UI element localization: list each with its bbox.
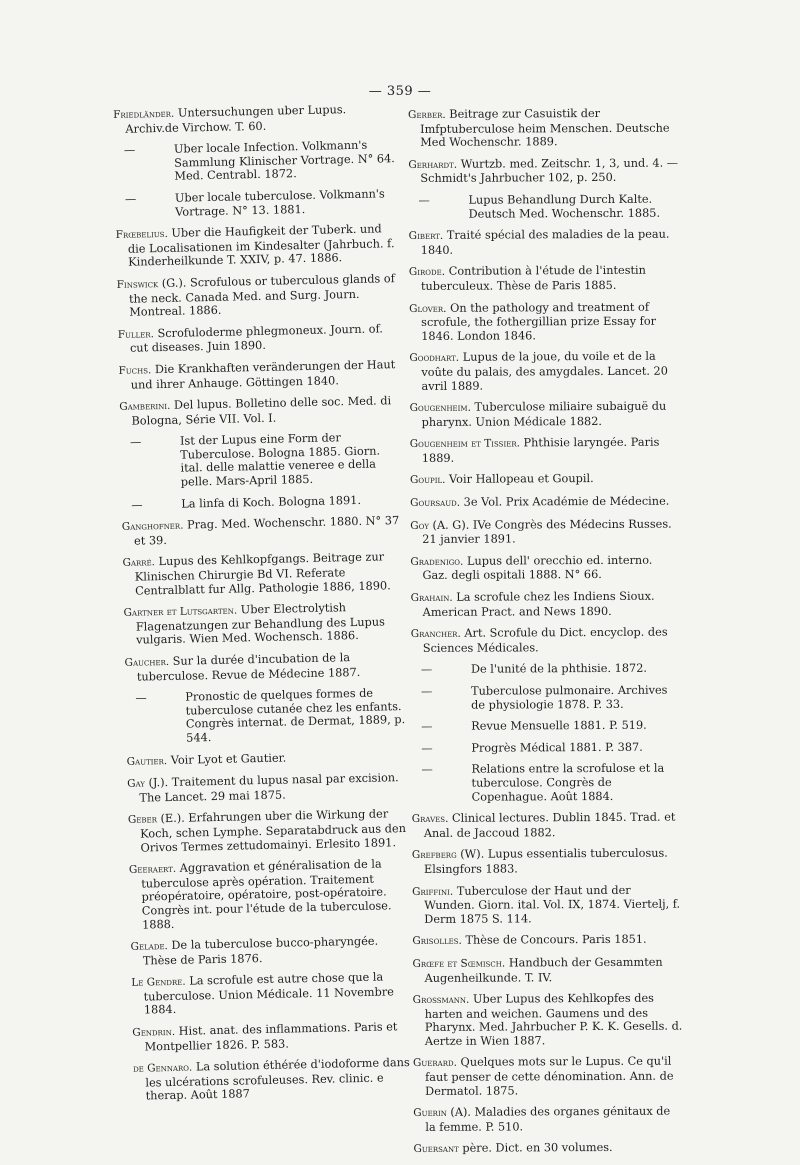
bibliography-entry (127, 771, 410, 805)
entry-author: Guerin (413, 1107, 447, 1120)
entry-author: Grœfe et Sœmisch. (412, 957, 506, 970)
bibliography-entry (410, 400, 680, 430)
bibliography-entry (129, 857, 412, 932)
entry-text: (A). Maladies des organes génitaux de la femme. P. 510. (425, 1104, 671, 1134)
bibliography-entry (409, 300, 679, 343)
entry-text: Wurtzb. med. Zeitschr. 1, 3, und. 4. — Schmidt's Jahrbucher 102, p. 250. (420, 156, 679, 186)
bibliography-entry (411, 626, 681, 656)
entry-author: Gendrin. (132, 1025, 176, 1039)
entry-text: Hist. anat. des inflammations. Paris et Montpellier 1826. P. 583. (144, 1020, 398, 1054)
bibliography-entry (410, 472, 680, 488)
entry-author: Gaucher. (124, 655, 170, 669)
bibliography-entry (410, 495, 680, 511)
bibliography-entry (410, 436, 680, 466)
bibliography-entry (413, 992, 683, 1049)
entry-text: Phthisie laryngée. Paris 1889. (421, 435, 660, 465)
entry-author: Ganghofner. (121, 519, 184, 534)
bibliography-entry (413, 1141, 683, 1157)
bibliography-sub-entry (411, 684, 681, 713)
bibliography-entry (412, 883, 682, 926)
entry-text: La solution éthérée d'iodoforme dans les ulcérations scrofuleuses. Rev. clinic. e therap. Août 1887 (145, 1056, 410, 1103)
entry-author: Fuller. (117, 327, 155, 341)
entry-dash: — (129, 435, 142, 449)
entry-text: Tuberculose miliaire subaiguë du pharynx. Union Médicale 1882. (421, 399, 667, 429)
bibliography-entry (412, 811, 682, 841)
entry-author: Friedländer. (113, 107, 175, 121)
entry-dash: — (418, 193, 430, 207)
entry-text: Progrès Médical 1881. P. 387. (471, 740, 643, 755)
bibliography-sub-entry (114, 138, 397, 185)
entry-text: Uber locale tuberculose. Volkmann's Vortrage. N° 13. 1881. (174, 187, 385, 219)
bibliography-entry (122, 514, 405, 548)
entry-dash: — (124, 192, 137, 206)
entry-author: Goupil. (409, 474, 446, 487)
entry-author: Gartner et Lutsgarten. (123, 604, 238, 620)
entry-author: Grossmann. (412, 993, 470, 1007)
bibliography-entry (132, 1020, 415, 1054)
entry-author: Girode. (408, 266, 446, 279)
bibliography-sub-entry (411, 740, 681, 755)
entry-text: Thèse de Concours. Paris 1851. (465, 933, 647, 948)
entry-author: Gougenheim. (409, 401, 471, 415)
entry-text: Quelques mots sur le Lupus. Ce qu'il faut penser de cette dénomination. Ann. de Dermatol. 1875. (425, 1055, 674, 1098)
left-column (113, 102, 416, 1112)
entry-text: (E.). Erfahrungen uber die Wirkung der Koch, schen Lymphe. Separatabdruck aus den Orivos Termes zettudomainyi. Erlesito 1891. (140, 807, 407, 855)
entry-text: Voir Lyot et Gautier. (170, 751, 287, 767)
entry-text: Uber Electrolytish Flagenatzungen zur Behandlung des Lupus vulgaris. Wien Med. Wochensch. 1886. (135, 601, 386, 648)
bibliography-sub-entry (125, 686, 408, 746)
bibliography-entry (131, 970, 414, 1018)
bibliography-entry (123, 600, 406, 648)
bibliography-entry (116, 222, 399, 270)
bibliography-entry (408, 107, 678, 150)
bibliography-entry (412, 933, 682, 949)
page-number: — 359 — (368, 84, 432, 99)
entry-dash: — (123, 143, 136, 157)
bibliography-entry (413, 1055, 683, 1098)
entry-dash: — (421, 763, 433, 777)
entry-author: Grisolles. (412, 935, 462, 948)
entry-text: (G.). Scrofulous or tuberculous glands of the neck. Canada Med. and Surg. Journ. Montreal. 1886. (128, 272, 395, 319)
entry-author: Goursaud. (410, 496, 461, 510)
bibliography-entry (408, 156, 678, 186)
entry-text: Uber Lupus des Kehlkopfes des harten and weichen. Gaumens und des Pharynx. Med. Jahrbucher P. K. K. Gesells. d. Aertze in Wien 1887. (424, 991, 683, 1048)
entry-dash: — (131, 498, 143, 512)
entry-text: Revue Mensuelle 1881. P. 519. (471, 718, 647, 733)
entry-text: Ist der Lupus eine Form der Tuberculose. Bologna 1885. Giorn. ital. delle malattie veneree e della pelle. Mars-April 1885. (179, 431, 381, 489)
entry-author: Grahain. (410, 591, 453, 605)
bibliography-entry (413, 1105, 683, 1135)
bibliography-entry (410, 553, 680, 583)
entry-text: (W). Lupus essentialis tuberculosus. Elsingfors 1883. (423, 846, 668, 876)
entry-author: Fuchs. (118, 364, 152, 377)
entry-text: Die Krankhaften veränderungen der Haut und ihrer Anhauge. Göttingen 1840. (130, 358, 396, 392)
bibliography-entry (124, 650, 407, 684)
entry-text: Uber locale Infection. Volkmann's Sammlung Klinischer Vortrage. N° 64. Med. Centrabl. 1872. (173, 138, 395, 184)
bibliography-entry (117, 272, 400, 320)
entry-text: Voir Hallopeau et Goupil. (449, 472, 594, 487)
entry-text: Art. Scrofule du Dict. encyclop. des Sciences Médicales. (422, 625, 668, 655)
entry-author: Guerard. (412, 1057, 457, 1070)
entry-author: Gerhardt. (408, 158, 458, 171)
entry-author: Gougenheim et Tissier. (409, 437, 520, 451)
bibliography-sub-entry (121, 493, 403, 512)
bibliography-entry (127, 749, 409, 769)
entry-text: Lupus de la joue, du voile et de la voûte du palais, des amygdales. Lancet. 20 avril 1889. (421, 350, 668, 393)
entry-text: La linfa di Koch. Bologna 1891. (181, 493, 362, 511)
bibliography-sub-entry (120, 430, 403, 490)
entry-author: Grancher. (410, 627, 461, 641)
entry-author: Gay (127, 777, 146, 791)
bibliography-entry (412, 955, 682, 985)
bibliography-entry (409, 228, 679, 258)
bibliography-entry (130, 934, 413, 968)
entry-author: Finswick (116, 278, 159, 291)
entry-text: Sur la durée d'incubation de la tuberculose. Revue de Médecine 1887. (136, 651, 361, 684)
entry-text: Lupus Behandlung Durch Kalte. Deutsch Med. Wochenschr. 1885. (468, 192, 661, 221)
bibliography-entry (113, 102, 396, 136)
bibliography-entry (128, 807, 411, 855)
bibliography-entry (119, 394, 402, 428)
entry-dash: — (135, 691, 147, 705)
entry-author: Graves. (411, 812, 449, 826)
entry-text: Pronostic de quelques formes de tuberculose cutanée chez les enfants. Congrès internat. de Dermat, 1889, p. 544. (185, 686, 406, 745)
bibliography-sub-entry (411, 762, 681, 804)
entry-author: Goodhart. (409, 352, 460, 365)
entry-author: Gibert. (408, 229, 444, 243)
bibliography-entry (411, 590, 681, 620)
entry-text: De l'unité de la phthisie. 1872. (470, 662, 648, 677)
entry-dash: — (420, 663, 433, 677)
entry-author: Gelade. (130, 940, 168, 953)
entry-dash: — (421, 720, 433, 734)
entry-text: Tuberculose pulmonaire. Archives de physiologie 1878. P. 33. (471, 683, 668, 712)
bibliography-entry (409, 350, 679, 393)
entry-text: Untersuchungen uber Lupus. Archiv.de Virchow. T. 60. (125, 103, 347, 136)
entry-author: Grefberg (411, 849, 457, 862)
entry-author: Frœbelius. (115, 228, 168, 242)
bibliography-sub-entry (411, 719, 681, 734)
entry-text: On the pathology and treatment of scrofule, the fothergillian prize Essay for 1846. London 1846. (421, 300, 657, 343)
entry-author: Gerber. (408, 108, 446, 121)
entry-author: Garré. (122, 556, 156, 570)
entry-dash: — (421, 741, 433, 755)
entry-text: père. Dict. en 30 volumes. (462, 1141, 613, 1156)
entry-author: de Gennaro. (133, 1061, 193, 1076)
entry-author: Goy (410, 519, 429, 532)
entry-text: Handbuch der Gesammten Augenheilkunde. T. IV. (424, 955, 663, 985)
entry-text: La scrofule chez les Indiens Sioux. American Pract. and News 1890. (422, 589, 655, 619)
entry-author: Griffini. (412, 885, 454, 898)
entry-text: Beitrage zur Casuistik der Imfptuberculose heim Menschen. Deutsche Med Wochenschr. 1889. (420, 106, 670, 150)
entry-text: Lupus des Kehlkopfgangs. Beitrage zur Klinischen Chirurgie Bd VI. Referate Centralblatt fur Allg. Pathologie 1886, 1890. (134, 550, 391, 598)
bibliography-entry (122, 550, 405, 598)
entry-text: (J.). Traitement du lupus nasal par excision. The Lancet. 29 mai 1875. (139, 771, 399, 805)
bibliography-sub-entry (115, 187, 398, 220)
entry-text: Traité spécial des maladies de la peau. 1840. (420, 227, 670, 257)
bibliography-entry (118, 322, 401, 356)
entry-text: 3e Vol. Prix Académie de Médecine. (463, 494, 670, 509)
entry-text: Relations entre la scrofulose et la tuberculose. Congrès de Copenhague. Août 1884. (471, 762, 665, 804)
entry-author: Guersant (413, 1143, 459, 1156)
entry-text: Tuberculose der Haut und der Wunden. Giorn. ital. Vol. IX, 1874. Viertelj, f. Derm 1875 S. 114. (424, 883, 681, 926)
bibliography-entry (409, 264, 679, 294)
entry-author: Gautier. (126, 754, 168, 768)
bibliography-sub-entry (408, 193, 678, 222)
entry-author: Geber (127, 813, 158, 827)
bibliography-entry (410, 517, 680, 547)
entry-text: Contribution à l'étude de l'intestin tuberculeux. Thèse de Paris 1885. (420, 264, 646, 293)
entry-text: Uber die Haufigkeit der Tuberk. und die Localisationen im Kindesalter (Jahrbuch. f. Kinderheilkunde T. XXIV, p. 47. 1886. (127, 222, 395, 270)
entry-dash: — (421, 684, 433, 698)
entry-text: Aggravation et généralisation de la tuberculose après opération. Traitement préopératoire, opératoire, post-opératoire. Congrès int. pour l'étude de la tuberculose. 1888. (141, 857, 392, 932)
entry-author: Gradenigo. (410, 555, 464, 568)
entry-text: Del lupus. Bolletino delle soc. Med. di Bologna, Série VII. Vol. I. (131, 394, 392, 428)
entry-text: Lupus dell' orecchio ed. interno. Gaz. degli ospitali 1888. N° 66. (422, 553, 653, 583)
entry-text: La scrofule est autre chose que la tuberculose. Union Médicale. 11 Novembre 1884. (143, 970, 394, 1018)
entry-author: Gamberini. (119, 399, 171, 414)
entry-author: Glover. (409, 302, 447, 315)
bibliography-sub-entry (411, 662, 681, 677)
entry-author: Geeraert. (128, 862, 177, 876)
entry-text: Clinical lectures. Dublin 1845. Trad. et Anal. de Jaccoud 1882. (423, 810, 676, 840)
entry-text: (A. G). IVe Congrès des Médecins Russes. 21 janvier 1891. (422, 517, 672, 547)
entry-text: De la tuberculose bucco-pharyngée. Thèse de Paris 1876. (142, 934, 379, 968)
bibliography-entry (412, 847, 682, 877)
entry-text: Scrofuloderme phlegmoneux. Journ. of. cut diseases. Juin 1890. (129, 322, 384, 356)
entry-text: Prag. Med. Wochenschr. 1880. N° 37 et 39. (133, 514, 400, 548)
bibliography-entry (118, 358, 401, 392)
entry-author: Le Gendre. (131, 975, 186, 990)
right-column (408, 107, 684, 1165)
